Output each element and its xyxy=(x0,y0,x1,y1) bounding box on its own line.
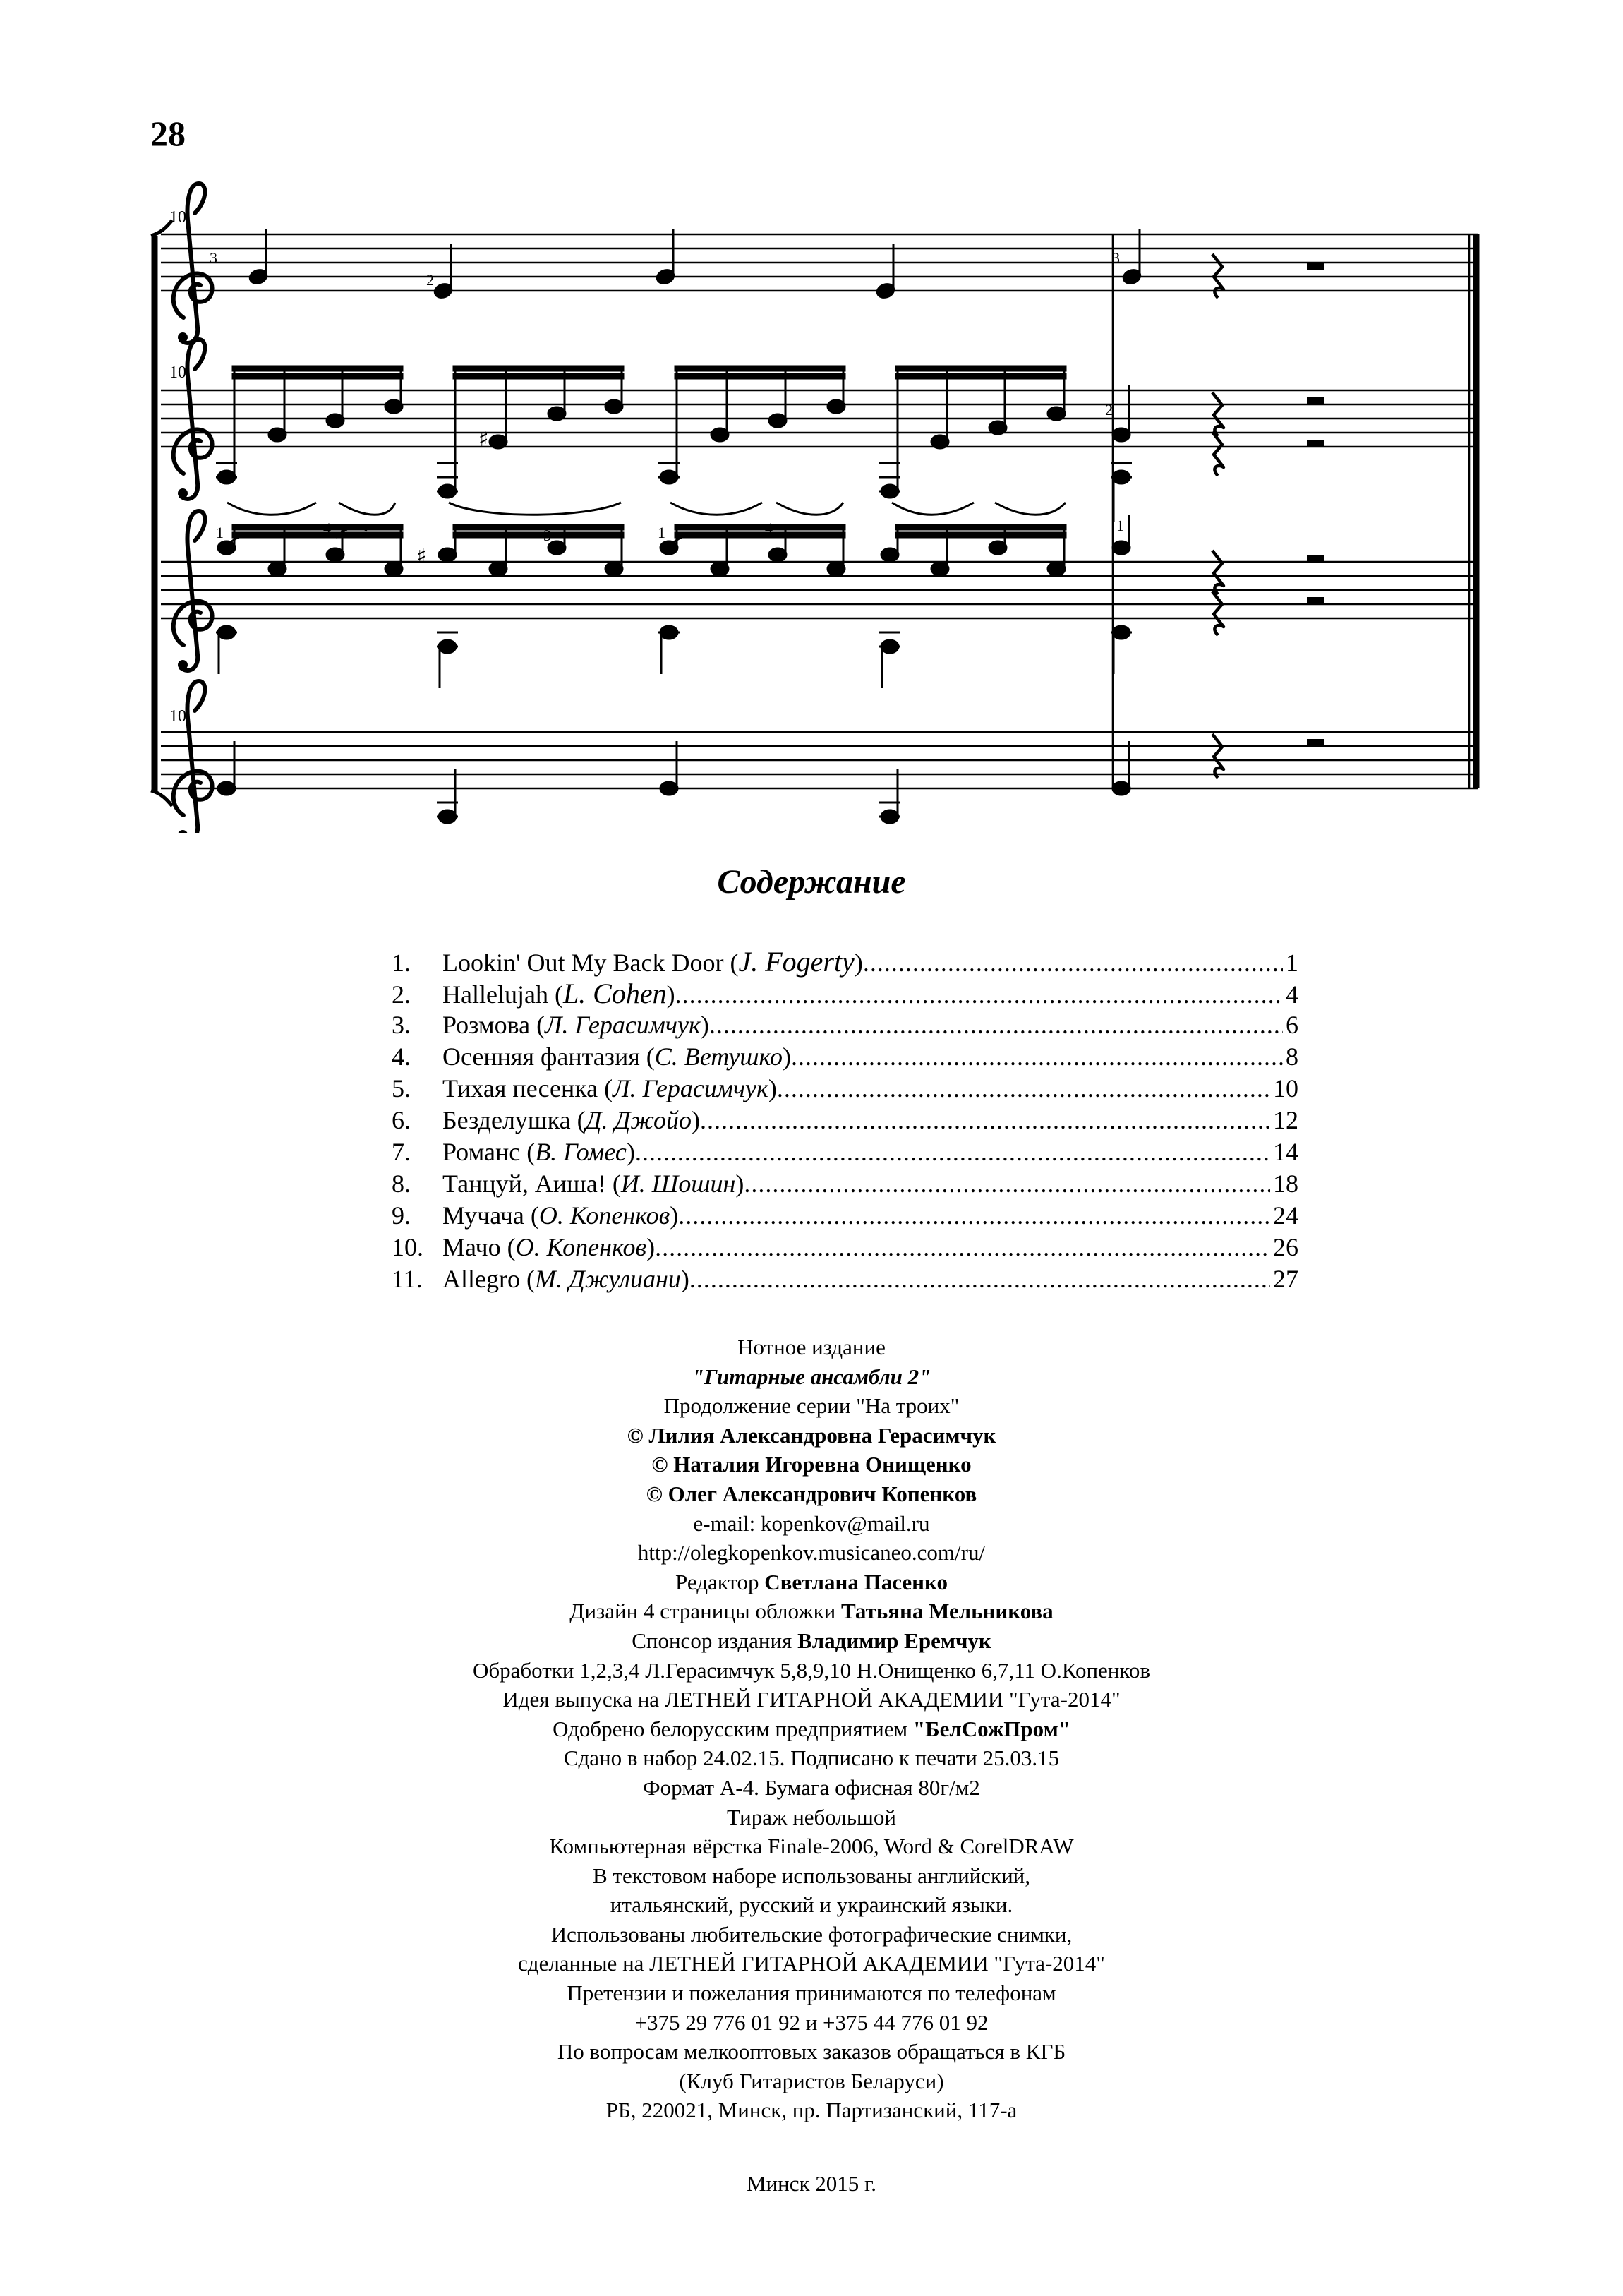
fingering: 3 xyxy=(1112,249,1120,267)
imprint-line: Идея выпуска на ЛЕТНЕЙ ГИТАРНОЙ АКАДЕМИИ "Гута-2014" xyxy=(502,1687,1121,1712)
toc-leader xyxy=(863,947,1283,979)
toc-heading: Содержание xyxy=(717,863,906,901)
imprint-line: Претензии и пожелания принимаются по телефонам xyxy=(567,1981,1056,2006)
editor-line: Редактор Светлана Пасенко xyxy=(675,1569,948,1594)
toc-item-number: 11. xyxy=(392,1265,423,1293)
toc-item-page: 4 xyxy=(1286,980,1298,1009)
staff-1 xyxy=(161,234,1478,291)
designer-line: Дизайн 4 страницы обложки Татьяна Мельникова xyxy=(569,1599,1054,1624)
toc-leader xyxy=(709,1009,1283,1041)
sharp-sign: ♯ xyxy=(478,427,489,452)
toc-item[interactable] xyxy=(392,1136,1298,1168)
staff-1-notes xyxy=(248,229,1142,300)
fingering: 2 xyxy=(1105,401,1113,419)
quarter-rest xyxy=(1212,591,1224,635)
toc-item[interactable] xyxy=(392,1105,1298,1136)
email-line: e-mail: kopenkov@mail.ru xyxy=(693,1510,930,1536)
imprint-line: В текстовом наборе использованы английский, xyxy=(593,1863,1030,1888)
toc-item-number: 8. xyxy=(392,1170,411,1198)
toc-item-title: Безделушка (Д. Джойо) xyxy=(442,1106,700,1134)
copyright-line: © Олег Александрович Копенков xyxy=(646,1481,977,1506)
half-rest xyxy=(1307,597,1324,604)
toc-leader xyxy=(744,1168,1270,1200)
measure-number-2: 10 xyxy=(169,363,186,382)
phone-line: +375 29 776 01 92 и +375 44 776 01 92 xyxy=(634,2009,989,2035)
toc-item-page: 6 xyxy=(1286,1011,1298,1039)
toc-leader xyxy=(678,1200,1270,1232)
music-score xyxy=(0,0,1623,833)
toc-item-number: 4. xyxy=(392,1042,411,1071)
toc-item-page: 14 xyxy=(1273,1138,1298,1166)
toc-item-page: 26 xyxy=(1273,1233,1298,1261)
toc-item-number: 10. xyxy=(392,1233,423,1261)
fingering: 1 xyxy=(216,524,224,541)
imprint-line: Формат А-4. Бумага офисная 80г/м2 xyxy=(643,1774,980,1800)
half-rest xyxy=(1307,263,1324,270)
toc-item[interactable] xyxy=(392,978,1298,1009)
staff-2 xyxy=(161,390,1478,447)
approval-line: Одобрено белорусским предприятием "БелСожПром" xyxy=(553,1716,1070,1741)
toc-leader xyxy=(655,1232,1270,1263)
toc-item-number: 5. xyxy=(392,1074,411,1102)
toc-item-title: Lookin' Out My Back Door (J. Fogerty) xyxy=(442,946,863,978)
toc-item-title: Мучача (О. Копенков) xyxy=(442,1201,679,1230)
toc-item-page: 12 xyxy=(1273,1106,1298,1134)
toc-item-title: Мачо (О. Копенков) xyxy=(442,1233,656,1261)
treble-clef-4 xyxy=(174,681,212,833)
toc-item-title: Романс (В. Гомес) xyxy=(442,1138,635,1166)
toc-item-page: 24 xyxy=(1273,1201,1298,1230)
toc-item-page: 10 xyxy=(1273,1074,1298,1102)
toc-item-number: 2. xyxy=(392,980,411,1009)
toc-item[interactable] xyxy=(392,1009,1298,1041)
quarter-rest xyxy=(1212,432,1224,476)
imprint-line: сделанные на ЛЕТНЕЙ ГИТАРНОЙ АКАДЕМИИ "Гута-2014" xyxy=(518,1951,1105,1976)
staff-4 xyxy=(161,732,1478,788)
measure-number-1: 10 xyxy=(169,208,186,227)
page-number: 28 xyxy=(150,114,186,153)
toc-leader xyxy=(635,1136,1270,1168)
toc-item[interactable] xyxy=(392,1041,1298,1073)
toc-item-title: Тихая песенка (Л. Герасимчук) xyxy=(442,1074,777,1102)
sponsor-line: Спонсор издания Владимир Еремчук xyxy=(632,1628,991,1653)
quarter-rest xyxy=(1212,392,1224,436)
sharp-sign: ♯ xyxy=(416,544,427,569)
city-year: Минск 2015 г. xyxy=(746,2171,877,2196)
table-of-contents xyxy=(392,946,1298,1295)
quarter-rest xyxy=(1212,734,1224,778)
fingering: 1 xyxy=(1116,517,1124,534)
imprint-line: Компьютерная вёрстка Finale-2006, Word & CorelDRAW xyxy=(549,1834,1074,1859)
half-rest xyxy=(1307,397,1324,404)
copyright-line: © Лилия Александровна Герасимчук xyxy=(627,1422,996,1448)
fingering: 2 xyxy=(426,271,434,289)
toc-item[interactable] xyxy=(392,1263,1298,1295)
imprint-line: (Клуб Гитаристов Беларуси) xyxy=(679,2068,944,2093)
fingering: 3 xyxy=(210,249,217,267)
ties xyxy=(227,503,1066,515)
half-rest xyxy=(1307,739,1324,746)
toc-item-title: Танцуй, Аиша! (И. Шошин) xyxy=(442,1170,744,1198)
toc-item-number: 9. xyxy=(392,1201,411,1230)
quarter-rest xyxy=(1212,551,1224,594)
imprint-line: По вопросам мелкооптовых заказов обращаться в КГБ xyxy=(557,2039,1066,2064)
imprint-line: Продолжение серии "На троих" xyxy=(663,1393,960,1419)
imprint-block xyxy=(0,1333,1623,2125)
toc-item-title: Allegro (М. Джулиани) xyxy=(442,1265,689,1293)
imprint-line: Обработки 1,2,3,4 Л.Герасимчук 5,8,9,10 Н.Онищенко 6,7,11 О.Копенков xyxy=(472,1657,1151,1683)
staff-4-notes xyxy=(218,741,1130,823)
toc-item[interactable] xyxy=(392,1232,1298,1263)
address-line: РБ, 220021, Минск, пр. Партизанский, 117-а xyxy=(605,2098,1018,2123)
book-title: "Гитарные ансамбли 2" xyxy=(692,1364,931,1389)
imprint-line: Использованы любительские фотографические снимки, xyxy=(550,1921,1073,1947)
toc-item-page: 27 xyxy=(1273,1265,1298,1293)
toc-item-number: 7. xyxy=(392,1138,411,1166)
toc-item-page: 8 xyxy=(1286,1042,1298,1071)
website-line: http://olegkopenkov.musicaneo.com/ru/ xyxy=(637,1540,986,1565)
imprint-line: Нотное издание xyxy=(737,1335,886,1359)
toc-item-page: 1 xyxy=(1286,949,1298,977)
toc-item-title: Hallelujah (L. Cohen) xyxy=(442,978,675,1009)
fingering: 1 xyxy=(658,524,665,541)
toc-leader xyxy=(675,979,1283,1011)
toc-leader xyxy=(689,1263,1270,1295)
toc-leader xyxy=(700,1105,1270,1136)
imprint-line: Тираж небольшой xyxy=(727,1804,896,1829)
barlines xyxy=(1113,234,1476,788)
toc-item-page: 18 xyxy=(1273,1170,1298,1198)
toc-item-number: 3. xyxy=(392,1011,411,1039)
toc-item[interactable] xyxy=(392,1073,1298,1105)
fingering: 4 xyxy=(765,519,773,537)
imprint-line: итальянский, русский и украинский языки. xyxy=(610,1892,1013,1918)
toc-item[interactable] xyxy=(392,946,1298,978)
staff-3 xyxy=(161,562,1478,618)
toc-leader xyxy=(791,1041,1283,1073)
copyright-line: © Наталия Игоревна Онищенко xyxy=(651,1452,972,1477)
toc-item-number: 6. xyxy=(392,1106,411,1134)
measure-number-4: 10 xyxy=(169,707,186,726)
toc-item-title: Розмова (Л. Герасимчук) xyxy=(442,1011,709,1039)
fingering: 4 xyxy=(323,519,331,537)
toc-item[interactable] xyxy=(392,1200,1298,1232)
half-rest xyxy=(1307,555,1324,562)
toc-item-title: Осенняя фантазия (С. Ветушко) xyxy=(442,1042,792,1071)
toc-item-number: 1. xyxy=(392,949,411,977)
fingering: 3 xyxy=(543,527,551,544)
imprint-line: Сдано в набор 24.02.15. Подписано к печати 25.03.15 xyxy=(563,1745,1060,1771)
toc-leader xyxy=(777,1073,1270,1105)
toc-item[interactable] xyxy=(392,1168,1298,1200)
half-rest xyxy=(1307,440,1324,447)
